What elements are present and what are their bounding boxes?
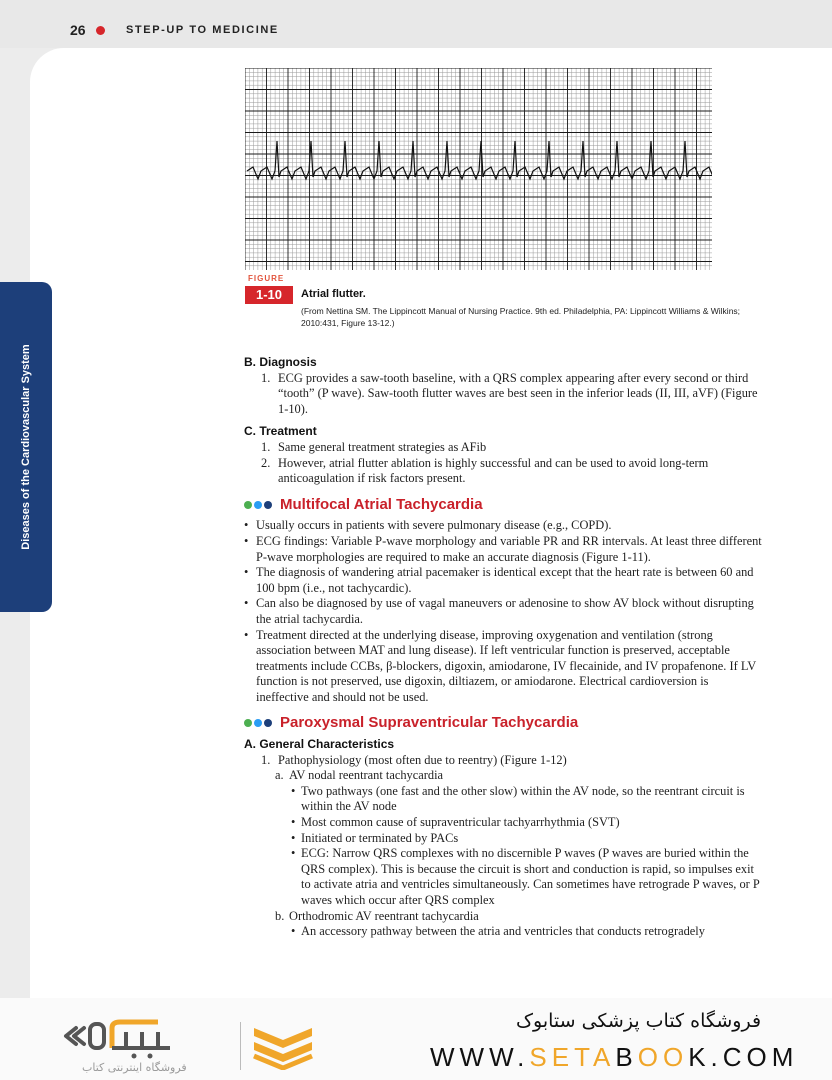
list-item: • Can also be diagnosed by use of vagal maneuvers or adenosine to show AV block without disrupting the atrial tachycardia.: [244, 596, 754, 626]
list-item: 2. However, atrial flutter ablation is highly successful and can be used to avoid long-term anticoagulation if risk factors present.: [244, 456, 764, 487]
psvt-section-heading: Paroxysmal Supraventricular Tachycardia: [244, 715, 764, 731]
diagnosis-item-text: ECG provides a saw-tooth baseline, with a QRS complex appearing after every second or third “tooth” (P wave). Saw-tooth flutter waves are best seen in the inferior leads (II, III, aVF) (Figure 1-10).: [278, 370, 758, 416]
header-dot-icon: [96, 26, 105, 35]
list-item: • Most common cause of supraventricular tachyarrhythmia (SVT): [291, 815, 620, 830]
running-head-title: STEP-UP TO MEDICINE: [126, 24, 279, 36]
book-stack-logo-icon: [250, 1022, 316, 1070]
main-text: [244, 355, 764, 940]
list-item: • An accessory pathway between the atria and ventricles that conducts retrogradely: [291, 924, 705, 939]
section-dots-icon: [244, 719, 274, 727]
list-item: • Two pathways (one fast and the other slow) within the AV node, so the reentrant circuit is within the AV node: [291, 783, 745, 814]
page-number: 26: [70, 22, 86, 38]
list-item: 1. Same general treatment strategies as AFib: [261, 439, 487, 454]
shop-url: WWW.SETABOOK.COM: [430, 1042, 799, 1072]
list-item: • Treatment directed at the underlying disease, improving oxygenation and ventilation (strong association between MAT and lung disease). If left ventricular function is preserved, acceptable treatments include CCBs, β-blockers, digoxin, amiodarone, IV flecainide, and IV propafenone. If LV function is not preserved, use digoxin, diltiazem, or amiodarone. Electrical cardioversion is ineffective and should not be used.: [244, 627, 756, 704]
general-characteristics-heading: A. General Characteristics: [244, 737, 395, 752]
ecg-strip-figure: [245, 68, 712, 270]
logo-caption: فروشگاه اینترنتی کتاب: [82, 1061, 187, 1074]
list-item: • ECG findings: Variable P-wave morphology and variable PR and RR intervals. At least three different P-wave morphologies are required to make an accurate diagnosis (Figure 1-11).: [244, 533, 762, 564]
list-item: 1. Pathophysiology (most often due to reentry) (Figure 1-12): [261, 752, 567, 767]
treatment-item-text: Same general treatment strategies as AFib: [278, 439, 487, 454]
shop-name: فروشگاه کتاب پزشکی ستابوک: [516, 1010, 762, 1032]
list-item: • Usually occurs in patients with severe pulmonary disease (e.g., COPD).: [244, 518, 612, 533]
side-tab-label: Diseases of the Cardiovascular System: [20, 344, 32, 550]
footer-separator: [240, 1022, 241, 1070]
figure-word: FIGURE: [248, 274, 285, 283]
mat-section-heading: Multifocal Atrial Tachycardia: [244, 497, 764, 513]
list-item: • Initiated or terminated by PACs: [291, 830, 459, 845]
running-header: [0, 0, 832, 48]
list-item: a. AV nodal reentrant tachycardia: [275, 768, 444, 783]
figure-number-badge: 1-10: [245, 286, 293, 304]
figure-title: Atrial flutter.: [301, 288, 366, 300]
list-item: b. Orthodromic AV reentrant tachycardia: [275, 908, 479, 923]
treatment-item-text: However, atrial flutter ablation is highly successful and can be used to avoid long-term anticoagulation if risk factors present.: [278, 455, 709, 486]
figure-source-citation: (From Nettina SM. The Lippincott Manual of Nursing Practice. 9th ed. Philadelphia, PA: Lippincott Williams & Wilkins; 2010:431, Figure 13-12.): [301, 306, 741, 328]
diagnosis-heading: B. Diagnosis: [244, 355, 317, 369]
list-item: • The diagnosis of wandering atrial pacemaker is identical except that the heart rate is between 60 and 100 bpm (i.e., not tachycardic).: [244, 565, 754, 595]
list-item: • ECG: Narrow QRS complexes with no discernible P waves (P waves are buried within the QRS complex). This is because the circuit is short and conduction is rapid, so impulses exit to activate atria and ventricles simultaneously. Can sometimes have retrograde P waves, or P waves which occur after QRS complex: [291, 846, 760, 907]
list-item: 1. ECG provides a saw-tooth baseline, with a QRS complex appearing after every second or third “tooth” (P wave). Saw-tooth flutter waves are best seen in the inferior leads (II, III, aVF) (Figure 1-10).: [244, 371, 764, 418]
treatment-heading: C. Treatment: [244, 424, 317, 439]
chapter-side-tab: [0, 282, 52, 612]
section-dots-icon: [244, 501, 274, 509]
